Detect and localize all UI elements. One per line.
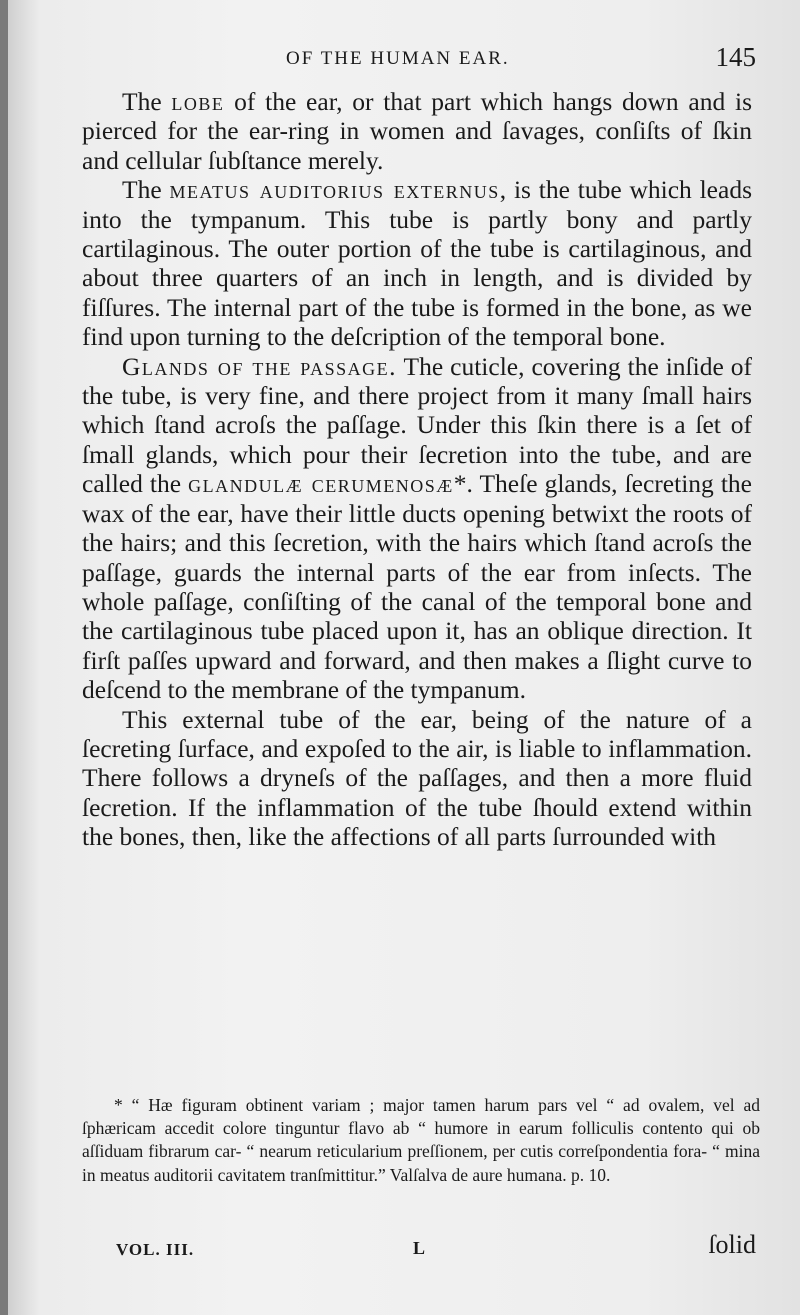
catchword: ſolid (708, 1230, 756, 1259)
page-number: 145 (715, 42, 756, 72)
paragraph-lobe (82, 87, 752, 175)
book-page (8, 0, 800, 1315)
paragraph-lobe-text: of the ear, or that part which hangs down and is pierced for the ear-ring in women and ſavages, conſiſts of ſkin and cellular ſubſtance merely. (82, 87, 752, 175)
term-glandulae-cerumenosae: glandulæ cerumenosæ (188, 469, 454, 499)
paragraph-lobe-head: The (122, 87, 172, 116)
paragraph-external-tube-text: This external tube of the ear, being of the nature of a ſecreting ſurface, and expoſed to the air, is liable to inflammation. There follows a dryneſs of the paſſages, and then a more fluid ſecretion. If the inflammation of the tube ſhould extend within the bones, then, like the affections of all parts ſurrounded with (82, 704, 752, 852)
running-title: OF THE HUMAN EAR. (286, 48, 510, 69)
page-header (8, 42, 800, 82)
paragraph-external-tube (82, 705, 752, 852)
paragraph-glands-text-1: The cuticle, covering the inſide of the tube, is very fine, and there project from it many ſmall hairs which ſtand acroſs the paſſage. Under this ſkin there is a ſet of ſmall glands, which pour their ſecretion into the tube, and are called the (82, 351, 752, 499)
footnote (82, 1094, 760, 1187)
paragraph-glands (82, 352, 752, 705)
paragraph-meatus-head: The (122, 175, 170, 205)
footnote-text: * “ Hæ figuram obtinent variam ; major tamen harum pars vel “ ad ovalem, vel ad ſphæricam accedit colore tinguntur flavo ab “ humore in earum folliculis contento qui ob aſſiduam fibrarum car- “ nearum reticularium preſſionem, per cutis correſpondentia fora- “ mina in meatus auditorii cavitatem tranſmittitur.” Valſalva de aure humana. p. 10. (82, 1095, 760, 1185)
signature-mark: L (413, 1238, 426, 1258)
paragraph-meatus (82, 175, 752, 351)
term-lobe: lobe (171, 87, 225, 116)
section-heading-glands: Glands of the passage. (122, 351, 398, 381)
body-text (82, 87, 752, 852)
term-meatus-auditorius-externus: meatus auditorius externus (169, 175, 500, 205)
volume-label: VOL. III. (116, 1240, 195, 1259)
page-footer (8, 1230, 800, 1270)
paragraph-glands-text-2: *. Theſe glands, ſecreting the wax of the ear, have their little ducts opening betwixt the roots of the hairs; and this ſecretion, with the hairs which ſtand acroſs the paſſage, guards the internal parts of the ear from inſects. The whole paſſage, conſiſting of the canal of the temporal bone and the cartilaginous tube placed upon it, has an oblique direction. It firſt paſſes upward and forward, and then makes a ſlight curve to deſcend to the membrane of the tympanum. (82, 469, 752, 705)
paragraph-meatus-text: , is the tube which leads into the tympanum. This tube is partly bony and partly cartilaginous. The outer portion of the tube is cartilaginous, and about three quarters of an inch in length, and is divided by fiſſures. The internal part of the tube is formed in the bone, as we find upon turning to the deſcription of the temporal bone. (82, 175, 752, 352)
